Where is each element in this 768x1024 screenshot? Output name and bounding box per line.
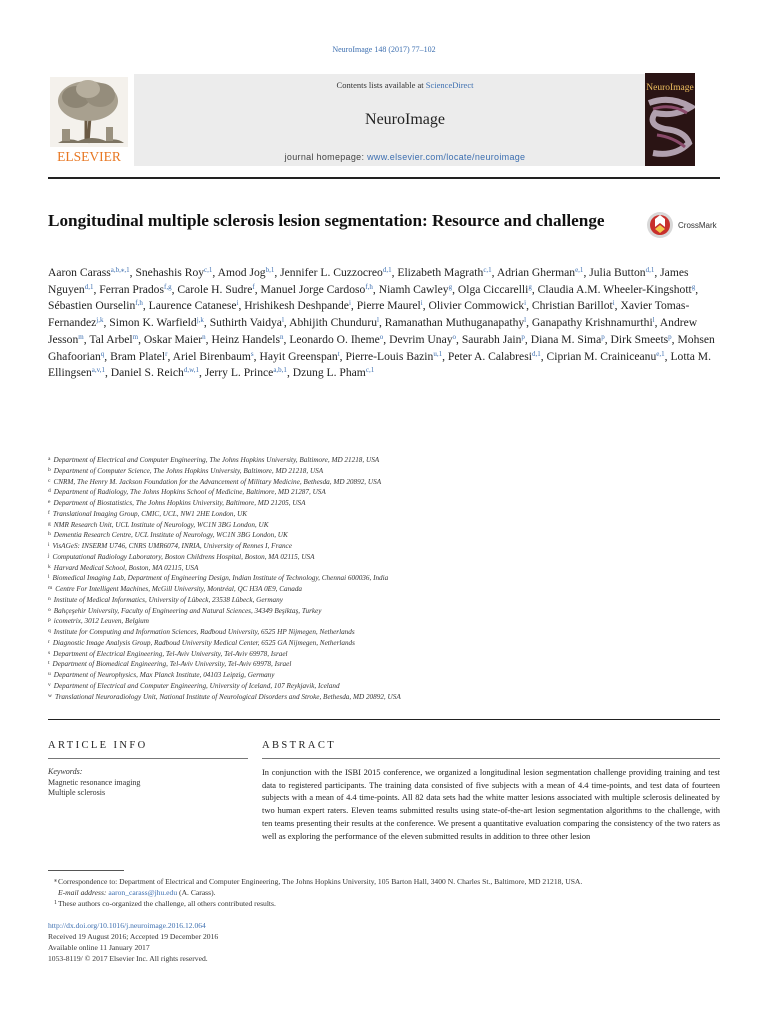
author-affiliation-marks[interactable]: a,b,⁎,1 <box>110 266 130 274</box>
author-separator: , <box>205 332 212 346</box>
author-separator: , <box>378 316 385 330</box>
author-name[interactable]: Dirk Smeets <box>610 332 669 346</box>
author-affiliation-marks[interactable]: d,1 <box>645 266 655 274</box>
affiliation-item <box>48 487 738 498</box>
author-entry <box>589 266 660 279</box>
author-affiliation-marks[interactable]: f <box>252 282 255 291</box>
author-list <box>48 265 728 382</box>
header-rule <box>48 177 720 179</box>
affiliation-item <box>48 638 738 649</box>
author-separator: , <box>664 349 671 363</box>
affiliation-key: i <box>48 542 50 548</box>
footnotes <box>48 876 738 909</box>
crossmark-label: CrossMark <box>678 221 717 230</box>
sciencedirect-link[interactable]: ScienceDirect <box>425 80 474 90</box>
author-name[interactable]: James Nguyen <box>48 266 689 296</box>
author-entry <box>149 299 245 312</box>
coorganizer-footnote <box>48 898 738 909</box>
author-name[interactable]: Snehashis Roy <box>135 266 205 279</box>
author-affiliation-marks[interactable]: c,1 <box>483 266 492 274</box>
author-separator: , <box>391 266 398 279</box>
affiliation-item <box>48 627 738 638</box>
affiliation-key: o <box>48 606 51 613</box>
author-affiliation-marks[interactable]: n <box>202 332 206 341</box>
author-entry <box>293 366 374 379</box>
affiliation-item <box>48 498 738 509</box>
affiliation-text: Department of Electrical and Computer Engineering, University of Iceland, 107 Reykjavik, Iceland <box>53 681 340 690</box>
author-separator: , <box>339 349 346 363</box>
author-entry <box>144 333 212 346</box>
journal-header <box>48 73 720 166</box>
author-separator: , <box>93 282 100 296</box>
author-separator: , <box>540 349 547 363</box>
correspondence-footnote <box>48 876 738 898</box>
affiliation-text: Department of Radiology, The Johns Hopkins School of Medicine, Baltimore, MD 21287, USA <box>53 488 326 497</box>
author-affiliation-marks[interactable]: l <box>524 316 527 325</box>
affiliation-key: f <box>48 509 50 516</box>
cover-title: NeuroImage <box>646 83 694 93</box>
author-affiliation-marks[interactable]: f,g <box>163 282 172 291</box>
author-affiliation-marks[interactable]: m <box>132 332 139 341</box>
author-separator: , <box>526 299 532 313</box>
author-entry <box>538 283 699 296</box>
author-entry <box>48 266 135 279</box>
affiliation-item <box>48 595 738 606</box>
author-separator: , <box>138 332 144 346</box>
affiliation-text: Harvard Medical School, Boston, MA 02115, USA <box>53 563 199 572</box>
author-entry <box>173 350 260 363</box>
journal-homepage-link[interactable]: www.elsevier.com/locate/neuroimage <box>367 152 526 162</box>
author-name[interactable]: Carole H. Sudre <box>177 282 253 296</box>
author-separator: , <box>442 349 448 363</box>
affiliation-item <box>48 455 738 466</box>
author-name[interactable]: Ramanathan Muthuganapathy <box>384 316 525 330</box>
author-name[interactable]: Diana M. Sima <box>530 332 602 346</box>
author-separator: , <box>583 266 590 279</box>
author-name[interactable]: Ferran Prados <box>99 282 164 296</box>
author-name[interactable]: Ciprian M. Crainiceanu <box>546 349 657 363</box>
email-suffix: (A. Carass). <box>177 888 216 897</box>
publisher-wordmark: ELSEVIER <box>57 149 121 164</box>
author-affiliation-marks[interactable]: p <box>668 332 672 341</box>
author-affiliation-marks[interactable]: g <box>448 282 453 291</box>
affiliation-item <box>48 530 738 541</box>
affiliation-text: Biomedical Imaging Lab, Department of Engineering Design, Indian Institute of Technology, Chennai 600036, India <box>52 574 389 583</box>
author-affiliation-marks[interactable]: i <box>236 299 239 308</box>
affiliation-text: Diagnostic Image Analysis Group, Radboud University Medical Center, 6525 GA Nijmegen, Netherlands <box>52 638 355 647</box>
affiliation-item <box>48 584 738 595</box>
affiliation-text: Department of Electrical Engineering, Tel-Aviv University, Tel-Aviv 69978, Israel <box>53 649 288 658</box>
affiliation-text: Translational Imaging Group, CMIC, UCL, NW1 2HE London, UK <box>52 509 248 518</box>
author-entry <box>244 299 356 312</box>
author-name[interactable]: Laurence Catanese <box>148 299 237 313</box>
author-name[interactable]: Olga Ciccarelli <box>457 282 529 296</box>
contents-available-line <box>134 80 676 90</box>
affiliation-text: Department of Biostatistics, The Johns Hopkins University, Baltimore, MD 21205, USA <box>53 499 306 507</box>
author-name[interactable]: Sébastien Ourselin <box>48 299 136 313</box>
affiliation-item <box>48 606 738 617</box>
author-name[interactable]: Ariel Birenbaum <box>172 349 251 363</box>
abstract-text: In conjunction with the ISBI 2015 conference, we organized a longitudinal lesion segmentation challenge providing training and test data to registered participants. The training data consisted of five subjects with a mean of 4.4 time-points, and test data of fourteen subjects with a mean of 4.4 time-points. All 82 data sets had the white matter lesions associated with multiple sclerosis delineated by two human expert raters. Eleven teams submitted results using state-of-the-art lesion segmentation algorithms to the challenge, with ten teams presenting their results at the conference. We present a quantitative evaluation comparing the consistency of the two raters as well as exploring the performance of the eleven submitted results in addition to three other lesion <box>262 767 720 841</box>
homepage-prefix: journal homepage: <box>284 152 368 162</box>
author-entry <box>111 366 205 379</box>
author-name[interactable]: Oskar Maier <box>143 332 203 346</box>
affiliation-key: e <box>48 499 51 505</box>
author-separator: , <box>283 332 290 346</box>
affiliation-key: h <box>48 531 51 538</box>
author-name[interactable]: Simon K. Warfield <box>109 316 197 330</box>
author-affiliation-marks[interactable]: n <box>280 332 284 341</box>
author-separator: , <box>274 266 281 279</box>
abstract-heading: ABSTRACT <box>262 740 337 751</box>
author-name[interactable]: Andrew Jesson <box>48 316 698 346</box>
affiliation-key: v <box>48 681 51 688</box>
author-entry <box>289 333 389 346</box>
keyword-item: Magnetic resonance imaging <box>48 777 141 787</box>
affiliation-text: icometrix, 3012 Leuven, Belgium <box>53 617 149 626</box>
footnote-rule <box>48 870 124 871</box>
author-name[interactable]: Leonardo O. Iheme <box>289 332 380 346</box>
author-entry <box>389 333 462 346</box>
author-separator: , <box>654 266 661 279</box>
affiliation-item <box>48 563 738 574</box>
journal-name: NeuroImage <box>365 111 445 128</box>
affiliation-item <box>48 552 738 563</box>
author-entry <box>109 316 209 329</box>
article-info-rule <box>48 758 248 759</box>
author-affiliation-marks[interactable]: i <box>524 299 527 308</box>
author-separator: , <box>203 316 210 330</box>
author-affiliation-marks[interactable]: d,1 <box>84 282 94 291</box>
author-name[interactable]: Claudia A.M. Wheeler-Kingshott <box>537 282 692 296</box>
affiliation-text: Department of Neurophysics, Max Planck Institute, 04103 Leipzig, Germany <box>53 671 275 679</box>
author-name[interactable]: Abhijith Chunduru <box>289 316 377 330</box>
author-affiliation-marks[interactable]: o <box>452 332 457 341</box>
journal-cover-thumbnail[interactable] <box>645 73 695 166</box>
author-separator: , <box>452 282 458 296</box>
author-name[interactable]: Adrian Gherman <box>496 266 576 279</box>
author-separator: , <box>142 299 149 313</box>
author-name[interactable]: Pierre-Louis Bazin <box>345 349 434 363</box>
author-affiliation-marks[interactable]: p <box>601 332 605 341</box>
affiliation-key: c <box>48 477 51 484</box>
received-dates: Received 19 August 2016; Accepted 19 December 2016 <box>48 932 219 941</box>
author-name[interactable]: Julia Button <box>589 266 646 279</box>
author-affiliation-marks[interactable]: d,1 <box>531 349 541 358</box>
author-name[interactable]: Niamh Cawley <box>378 282 449 296</box>
author-separator: , <box>212 266 218 279</box>
crossmark-badge[interactable] <box>646 211 726 241</box>
author-name[interactable]: Saurabh Jain <box>461 332 522 346</box>
affiliation-list <box>48 455 738 702</box>
author-name[interactable]: Peter A. Calabresi <box>447 349 532 363</box>
author-affiliation-marks[interactable]: i <box>348 299 351 308</box>
affiliation-text: Centre For Intelligent Machines, McGill University, Montréal, QC H3A 0E9, Canada <box>55 585 303 593</box>
affiliation-key: g <box>48 520 51 527</box>
author-entry <box>110 350 173 363</box>
author-affiliation-marks[interactable]: f,h <box>365 282 373 291</box>
author-name[interactable]: Ganapathy Krishnamurthi <box>531 316 653 330</box>
author-name[interactable]: Amod Jog <box>217 266 266 279</box>
affiliation-text: CNRM, The Henry M. Jackson Foundation for the Advancement of Military Medicine, Bethesda, MD 20892, USA <box>53 477 382 486</box>
affiliation-text: Bahçeşehir University, Faculty of Engineering and Natural Sciences, 34349 Beşiktaş, Turkey <box>53 606 322 615</box>
author-affiliation-marks[interactable]: e,1 <box>656 349 665 358</box>
author-affiliation-marks[interactable]: a,v,1 <box>91 366 105 375</box>
keywords-block <box>48 767 248 799</box>
section-rule <box>48 719 720 720</box>
affiliation-item <box>48 681 738 692</box>
author-entry <box>211 333 289 346</box>
affiliation-text: Department of Computer Science, The Johns Hopkins University, Baltimore, MD 21218, USA <box>53 466 324 475</box>
author-separator: , <box>604 332 611 346</box>
correspondence-text: Correspondence to: Department of Electrical and Computer Engineering, The Johns Hopkins University, 105 Barton Hall, 3400 N. Charles St., Baltimore, MD 21218, USA. <box>58 877 583 886</box>
article-title: Longitudinal multiple sclerosis lesion segmentation: Resource and challenge <box>48 211 605 230</box>
author-separator: , <box>238 299 245 313</box>
author-entry <box>48 299 149 312</box>
cover-image-icon <box>645 73 695 166</box>
author-affiliation-marks[interactable]: d,w,1 <box>183 366 199 375</box>
affiliation-key: a <box>48 456 51 462</box>
author-entry <box>532 299 621 312</box>
author-entry <box>289 316 385 329</box>
author-affiliation-marks[interactable]: i <box>612 299 615 308</box>
author-name[interactable]: Hayit Greenspan <box>259 349 338 363</box>
affiliation-key: d <box>48 488 51 495</box>
author-name[interactable]: Elizabeth Magrath <box>397 266 484 279</box>
author-separator: , <box>283 316 290 330</box>
affiliation-item <box>48 466 738 477</box>
affiliation-item <box>48 670 738 681</box>
affiliation-key: m <box>48 585 53 591</box>
author-separator: , <box>372 282 379 296</box>
elsevier-logo[interactable] <box>48 73 130 166</box>
journal-citation[interactable]: NeuroImage 148 (2017) 77–102 <box>332 45 436 54</box>
author-affiliation-marks[interactable]: a,b,1 <box>273 366 287 375</box>
affiliation-text: Institute for Computing and Information Sciences, Radboud University, 6525 HP Nijmegen, Netherlands <box>53 628 355 636</box>
author-affiliation-marks[interactable]: j,k <box>196 316 204 325</box>
author-entry <box>280 266 397 279</box>
affiliation-key: j <box>48 552 50 559</box>
author-entry <box>345 350 447 363</box>
author-entry <box>531 333 611 346</box>
coorganizer-mark: 1 <box>54 900 57 906</box>
author-entry <box>611 333 678 346</box>
affiliation-item <box>48 477 738 488</box>
author-separator: , <box>350 299 357 313</box>
author-separator: , <box>253 349 260 363</box>
author-name[interactable]: Christian Barillot <box>531 299 613 313</box>
author-entry <box>385 316 532 329</box>
author-separator: , <box>198 366 205 380</box>
author-affiliation-marks[interactable]: l <box>281 316 284 325</box>
author-entry <box>462 333 531 346</box>
author-separator: , <box>671 332 678 346</box>
coorganizer-text: These authors co-organized the challenge, all others contributed results. <box>58 899 276 908</box>
affiliation-key: t <box>48 660 50 667</box>
author-affiliation-marks[interactable]: g <box>691 282 696 291</box>
author-email-link[interactable]: aaron_carass@jhu.edu <box>108 888 178 897</box>
author-affiliation-marks[interactable]: f,h <box>135 299 143 308</box>
affiliation-text: NMR Research Unit, UCL Institute of Neurology, WC1N 3BG London, UK <box>53 520 269 529</box>
author-entry <box>259 350 345 363</box>
author-name[interactable]: Jerry L. Prince <box>204 366 274 380</box>
author-affiliation-marks[interactable]: e,1 <box>575 266 584 274</box>
author-entry <box>429 299 532 312</box>
author-entry <box>532 316 660 329</box>
author-separator: , <box>104 366 111 380</box>
affiliation-item <box>48 520 738 531</box>
journal-info-band <box>134 74 676 166</box>
affiliation-item <box>48 573 738 584</box>
affiliation-item <box>48 649 738 660</box>
author-name[interactable]: Lotta M. Ellingsen <box>48 349 712 380</box>
affiliation-item <box>48 692 738 703</box>
author-separator: , <box>491 266 497 279</box>
author-name[interactable]: Tal Arbel <box>89 332 133 346</box>
author-separator: , <box>254 282 261 296</box>
affiliation-key: u <box>48 671 51 677</box>
author-name[interactable]: Pierre Maurel <box>356 299 421 313</box>
author-separator: , <box>167 349 173 363</box>
author-affiliation-marks[interactable]: s <box>250 349 254 358</box>
author-affiliation-marks[interactable]: j,k <box>96 316 104 325</box>
author-name[interactable]: Jennifer L. Cuzzocreo <box>280 266 383 279</box>
author-entry <box>135 266 217 279</box>
author-affiliation-marks[interactable]: u,1 <box>433 349 443 358</box>
author-affiliation-marks[interactable]: g <box>528 282 532 291</box>
journal-homepage-line <box>134 152 676 162</box>
author-separator: , <box>129 266 136 279</box>
affiliation-key: p <box>48 617 51 624</box>
affiliation-item <box>48 541 738 552</box>
author-separator: , <box>654 316 660 330</box>
author-entry <box>379 283 458 296</box>
author-name[interactable]: Mohsen Ghafoorian <box>48 332 715 363</box>
affiliation-key: b <box>48 466 51 473</box>
author-entry <box>448 350 547 363</box>
affiliation-key: q <box>48 628 51 634</box>
author-affiliation-marks[interactable]: p <box>521 332 525 341</box>
author-name[interactable]: Xavier Tomas-Fernandez <box>48 299 690 330</box>
publication-info <box>48 920 448 964</box>
keyword-item: Multiple sclerosis <box>48 788 106 798</box>
affiliation-key: n <box>48 595 51 602</box>
author-affiliation-marks[interactable]: m <box>78 332 84 341</box>
affiliation-item <box>48 509 738 520</box>
author-separator: , <box>171 282 178 296</box>
author-name[interactable]: Devrim Unay <box>389 332 453 346</box>
author-separator: , <box>83 332 90 346</box>
author-separator: , <box>103 316 110 330</box>
author-entry <box>177 283 260 296</box>
author-entry <box>546 350 670 363</box>
author-separator: , <box>456 332 462 346</box>
affiliation-key: k <box>48 563 51 570</box>
author-affiliation-marks[interactable]: c,1 <box>204 266 213 274</box>
crossmark-icon <box>646 211 674 239</box>
author-affiliation-marks[interactable]: t <box>337 349 340 358</box>
correspondence-mark: ⁎ <box>54 878 57 884</box>
affiliation-text: Dementia Research Centre, UCL Institute of Neurology, WC1N 3BG London, UK <box>53 531 288 540</box>
author-affiliation-marks[interactable]: d,1 <box>382 266 392 274</box>
author-entry <box>205 366 293 379</box>
affiliation-text: Institute of Medical Informatics, University of Lübeck, 23538 Lübeck, Germany <box>53 595 283 604</box>
author-affiliation-marks[interactable]: i <box>420 299 423 308</box>
author-name[interactable]: Bram Platel <box>110 349 166 363</box>
affiliation-text: Department of Biomedical Engineering, Tel-Aviv University, Tel-Aviv 69978, Israel <box>52 660 292 669</box>
affiliation-key: l <box>48 574 50 581</box>
author-entry <box>218 266 281 279</box>
affiliation-item <box>48 659 738 670</box>
author-entry <box>357 299 429 312</box>
author-separator: , <box>383 332 390 346</box>
author-entry <box>458 283 538 296</box>
author-affiliation-marks[interactable]: l <box>377 316 379 325</box>
author-affiliation-marks[interactable]: q <box>100 349 105 358</box>
author-name[interactable]: Daniel S. Reich <box>110 366 184 380</box>
author-separator: , <box>286 366 293 380</box>
author-separator: , <box>614 299 621 313</box>
author-entry <box>89 333 144 346</box>
author-separator: , <box>531 282 538 296</box>
affiliation-text: VisAGeS: INSERM U746, CNRS UMR6074, INRIA, University of Rennes I, France <box>52 542 292 550</box>
affiliation-text: Computational Radiology Laboratory, Boston Childrens Hospital, Boston, MA 02115, USA <box>52 552 315 561</box>
affiliation-key: s <box>48 649 51 656</box>
author-name[interactable]: Dzung L. Pham <box>292 366 366 380</box>
author-affiliation-marks[interactable]: b,1 <box>265 266 275 274</box>
author-entry <box>497 266 589 279</box>
author-name[interactable]: Suthirth Vaidya <box>209 316 282 330</box>
author-separator: , <box>524 332 531 346</box>
author-name[interactable]: Olivier Commowick <box>428 299 525 313</box>
author-separator: , <box>422 299 429 313</box>
affiliation-text: Translational Neuroradiology Unit, National Institute of Neurological Disorders and Stroke, Bethesda, MD 20892, USA <box>54 692 401 701</box>
keywords-label: Keywords: <box>48 767 83 776</box>
author-separator: , <box>526 316 532 330</box>
contents-prefix: Contents lists available at <box>336 80 426 90</box>
author-name[interactable]: Aaron Carass <box>48 266 111 279</box>
affiliation-text: Department of Electrical and Computer Engineering, The Johns Hopkins University, Baltimore, MD 21218, USA <box>53 456 380 464</box>
online-date: Available online 11 January 2017 <box>48 943 150 952</box>
author-affiliation-marks[interactable]: l <box>652 316 655 325</box>
author-entry <box>261 283 379 296</box>
email-label: E-mail address: <box>58 888 107 897</box>
author-name[interactable]: Hrishikesh Deshpande <box>244 299 349 313</box>
affiliation-key: r <box>48 638 50 645</box>
author-entry <box>397 266 496 279</box>
author-name[interactable]: Heinz Handels <box>211 332 281 346</box>
doi-link[interactable]: http://dx.doi.org/10.1016/j.neuroimage.2016.12.064 <box>48 921 206 930</box>
author-affiliation-marks[interactable]: o <box>379 332 384 341</box>
article-info-heading: ARTICLE INFO <box>48 740 148 751</box>
author-name[interactable]: Manuel Jorge Cardoso <box>260 282 366 296</box>
abstract-rule <box>262 758 720 759</box>
author-affiliation-marks[interactable]: c,1 <box>365 366 375 375</box>
elsevier-tree-icon <box>48 73 130 166</box>
affiliation-key: w <box>48 692 52 699</box>
author-affiliation-marks[interactable]: r <box>165 349 168 358</box>
affiliation-item <box>48 616 738 627</box>
author-entry <box>99 283 177 296</box>
author-separator: , <box>104 349 111 363</box>
author-entry <box>210 316 289 329</box>
copyright-line: 1053-8119/ © 2017 Elsevier Inc. All rights reserved. <box>48 954 208 963</box>
author-separator: , <box>695 282 699 296</box>
